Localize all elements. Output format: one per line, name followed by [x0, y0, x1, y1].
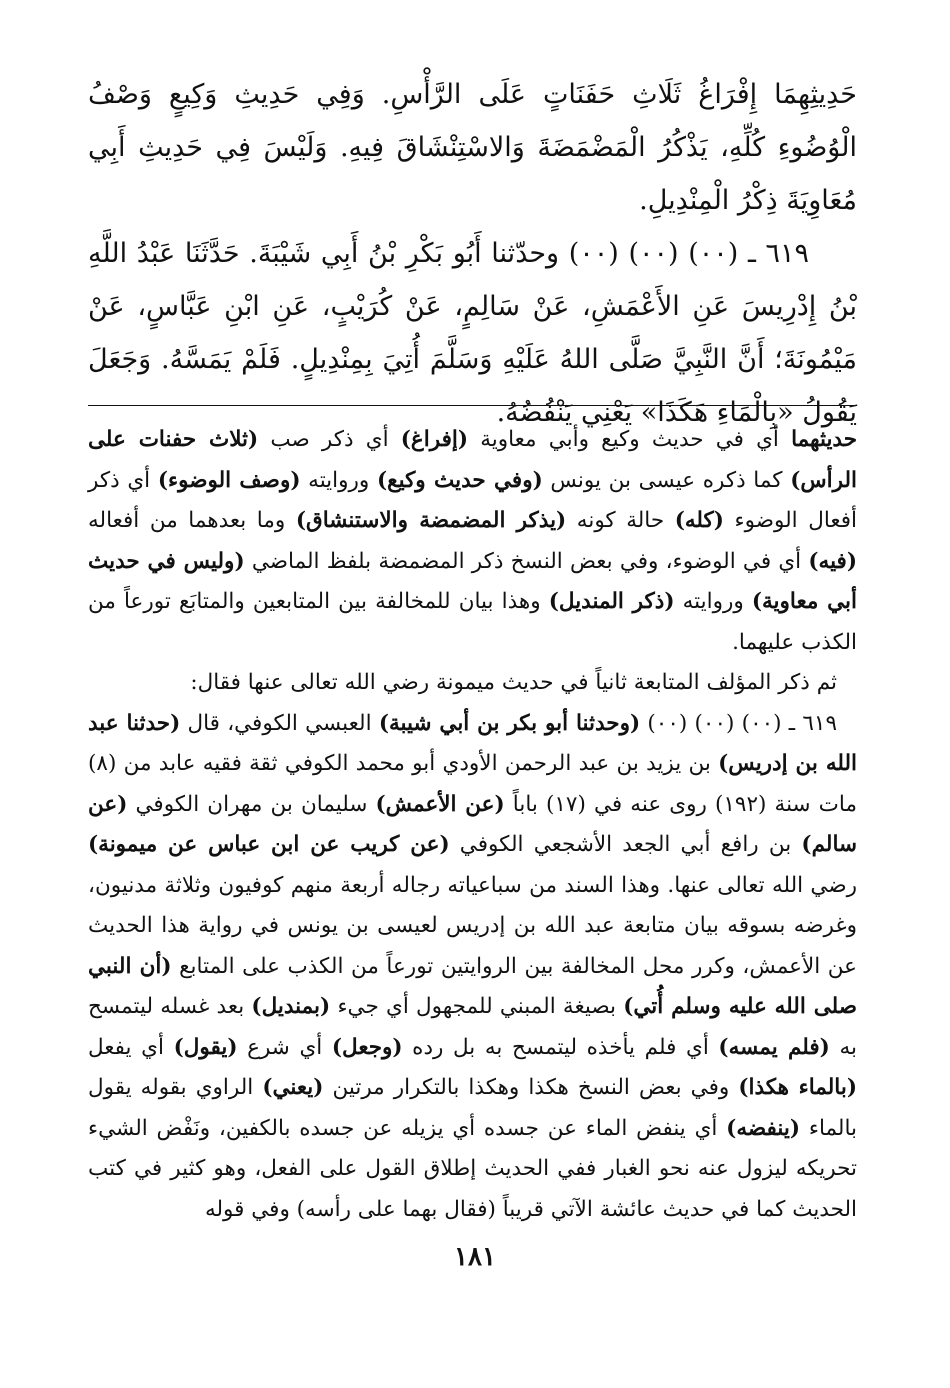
commentary-paragraph — [88, 663, 857, 704]
bold-quoted-phrase: (عن كريب عن ابن عباس عن ميمونة) — [88, 832, 450, 857]
commentary-segment: بصيغة المبني للمجهول أي جيء — [330, 994, 624, 1019]
bold-quoted-phrase: (ذكر المنديل) — [548, 589, 675, 614]
hadith-text — [88, 68, 857, 439]
bold-quoted-phrase: (ينفضه) — [726, 1115, 801, 1141]
bold-quoted-phrase: (يعني) — [262, 1075, 324, 1100]
commentary-segment: كما ذكره عيسى بن يونس — [542, 467, 791, 493]
bold-quoted-phrase: (وجعل) — [331, 1034, 403, 1060]
commentary-text — [88, 420, 857, 1230]
commentary-segment: وفي بعض النسخ هكذا وهكذا بالتكرار مرتين — [323, 1075, 739, 1100]
commentary-segment: بن رافع أبي الجعد الأشجعي الكوفي — [449, 832, 802, 857]
commentary-segment: العبسي الكوفي، قال — [180, 710, 379, 736]
commentary-segment: أي ذكر أفعال الوضوء — [88, 467, 858, 533]
bold-quoted-phrase: (وفي حديث وكيع) — [376, 467, 543, 493]
hadith-paragraph: حَدِيثِهِمَا إِفْرَاغُ ثَلَاثِ حَفَنَاتٍ عَلَى الرَّأْسِ. وَفِي حَدِيثِ وَكِيعٍ وَصْفُ الْوُضُوءِ كُلِّهِ، يَذْكُرُ الْمَضْمَضَةَ وَالاسْتِنْشَاقَ فِيهِ. وَلَيْسَ فِي حَدِيثِ أَبِي مُعَاوِيَةَ ذِكْرُ الْمِنْدِيلِ. — [88, 79, 857, 216]
bold-quoted-phrase: (عن الأعمش) — [375, 791, 505, 817]
commentary-segment: وهذا بيان للمخالفة بين المتابعين والمتابَع تورعاً من الكذب عليهما. — [88, 589, 857, 655]
commentary-segment: بعد غسله ليتمسح به — [88, 994, 857, 1060]
commentary-segment: أي في الوضوء، وفي بعض النسخ ذكر المضمضة بلفظ الماضي — [244, 548, 809, 574]
bold-quoted-phrase: (فلم يمسه) — [718, 1034, 830, 1060]
bold-quoted-phrase: (بالماء هكذا) — [738, 1075, 857, 1100]
bold-quoted-phrase: (إفراغ) — [400, 427, 469, 452]
commentary-segment: رضي الله تعالى عنها. وهذا السند من سباعياته رجاله أربعة منهم كوفيون وثلاثة مدنيون، وغرضه بسوقه بيان متابعة عبد الله بن إدريس لعيسى بن يونس في رواية هذا الحديث عن الأعمش، وكرر محل المخالفة بين الروايتين تورعاً من الكذب على المتابع — [88, 872, 857, 979]
bold-quoted-phrase: (ثلاث حفنات على الرأس) — [88, 427, 857, 493]
commentary-segment: وما بعدهما من أفعاله — [88, 508, 296, 533]
commentary-segment: بن يزيد بن عبد الرحمن الأودي أبو محمد الكوفي ثقة فقيه عابد من (٨) مات سنة (١٩٢) روى عنه في (١٧) باباً — [88, 751, 857, 817]
bold-quoted-phrase: (حدثنا عبد الله بن إدريس) — [88, 710, 857, 776]
hadith-paragraph: ٦١٩ ـ (٠٠) (٠٠) (٠٠) وحدّثنا أَبُو بَكْرِ بْنُ أَبِي شَيْبَةَ. حَدَّثَنَا عَبْدُ اللَّهِ بْنُ إِدْرِيسَ عَنِ الأَعْمَشِ، عَنْ سَالِمٍ، عَنْ كُرَيْبٍ، عَنِ ابْنِ عَبَّاسٍ، عَنْ مَيْمُونَةَ؛ أَنَّ النَّبِيَّ صَلَّى اللهُ عَلَيْهِ وَسَلَّمَ أُتِيَ بِمِنْدِيلٍ. فَلَمْ يَمَسَّهُ. وَجَعَلَ يَقُولُ «بِالْمَاءِ هَكَذَا» يَعْنِي يَنْفُضُهُ. — [88, 238, 857, 428]
commentary-segment: أي فلم يأخذه ليتمسح به بل رده — [402, 1034, 719, 1060]
commentary-segment: الراوي بقوله يقول بالماء — [88, 1075, 858, 1141]
bold-quoted-phrase: (عن سالم) — [88, 791, 858, 857]
bold-quoted-phrase: (فيه) — [808, 548, 858, 574]
page-number: ١٨١ — [454, 1242, 496, 1272]
commentary-segment: ٦١٩ ـ (٠٠) (٠٠) (٠٠) — [640, 710, 837, 736]
commentary-segment: وروايته — [674, 589, 752, 614]
bold-quoted-phrase: (وصف الوضوء) — [157, 467, 301, 493]
commentary-segment: ثم ذكر المؤلف المتابعة ثانياً في حديث ميمونة رضي الله تعالى عنها فقال: — [190, 670, 837, 695]
bold-quoted-phrase: حديثهما — [791, 427, 858, 452]
bold-quoted-phrase: (وليس في حديث أبي معاوية) — [88, 548, 858, 614]
footnote-separator — [88, 405, 857, 406]
commentary-segment: حالة كونه — [566, 508, 675, 533]
commentary-paragraph — [88, 704, 857, 1231]
bold-quoted-phrase: (يقول) — [173, 1034, 238, 1060]
commentary-segment: أي في حديث وكيع وأبي معاوية — [468, 427, 792, 452]
commentary-segment: سليمان بن مهران الكوفي — [127, 791, 376, 817]
commentary-paragraph — [88, 420, 857, 663]
bold-quoted-phrase: (وحدثنا أبو بكر بن أبي شيبة) — [378, 710, 641, 736]
commentary-segment: أي يفعل — [88, 1034, 174, 1060]
commentary-segment: وروايته — [300, 467, 377, 493]
bold-quoted-phrase: (كله) — [674, 508, 724, 533]
bold-quoted-phrase: (أن النبي صلى الله عليه وسلم أُتي) — [88, 953, 857, 1019]
commentary-segment: أي شرع — [237, 1034, 332, 1060]
commentary-segment: أي ذكر صب — [258, 427, 401, 452]
book-page — [88, 68, 857, 1388]
bold-quoted-phrase: (بمنديل) — [251, 994, 331, 1019]
bold-quoted-phrase: (يذكر المضمضة والاستنشاق) — [295, 508, 567, 533]
commentary-segment: أي ينفض الماء عن جسده أي يزيله عن جسده بالكفين، ونَفْض الشيء تحريكه ليزول عنه نحو الغبار ففي الحديث إطلاق القول على الفعل، وهو كثير في كتب الحديث كما في حديث عائشة الآتي قريباً (فقال بهما على رأسه) وفي قوله — [88, 1115, 857, 1222]
